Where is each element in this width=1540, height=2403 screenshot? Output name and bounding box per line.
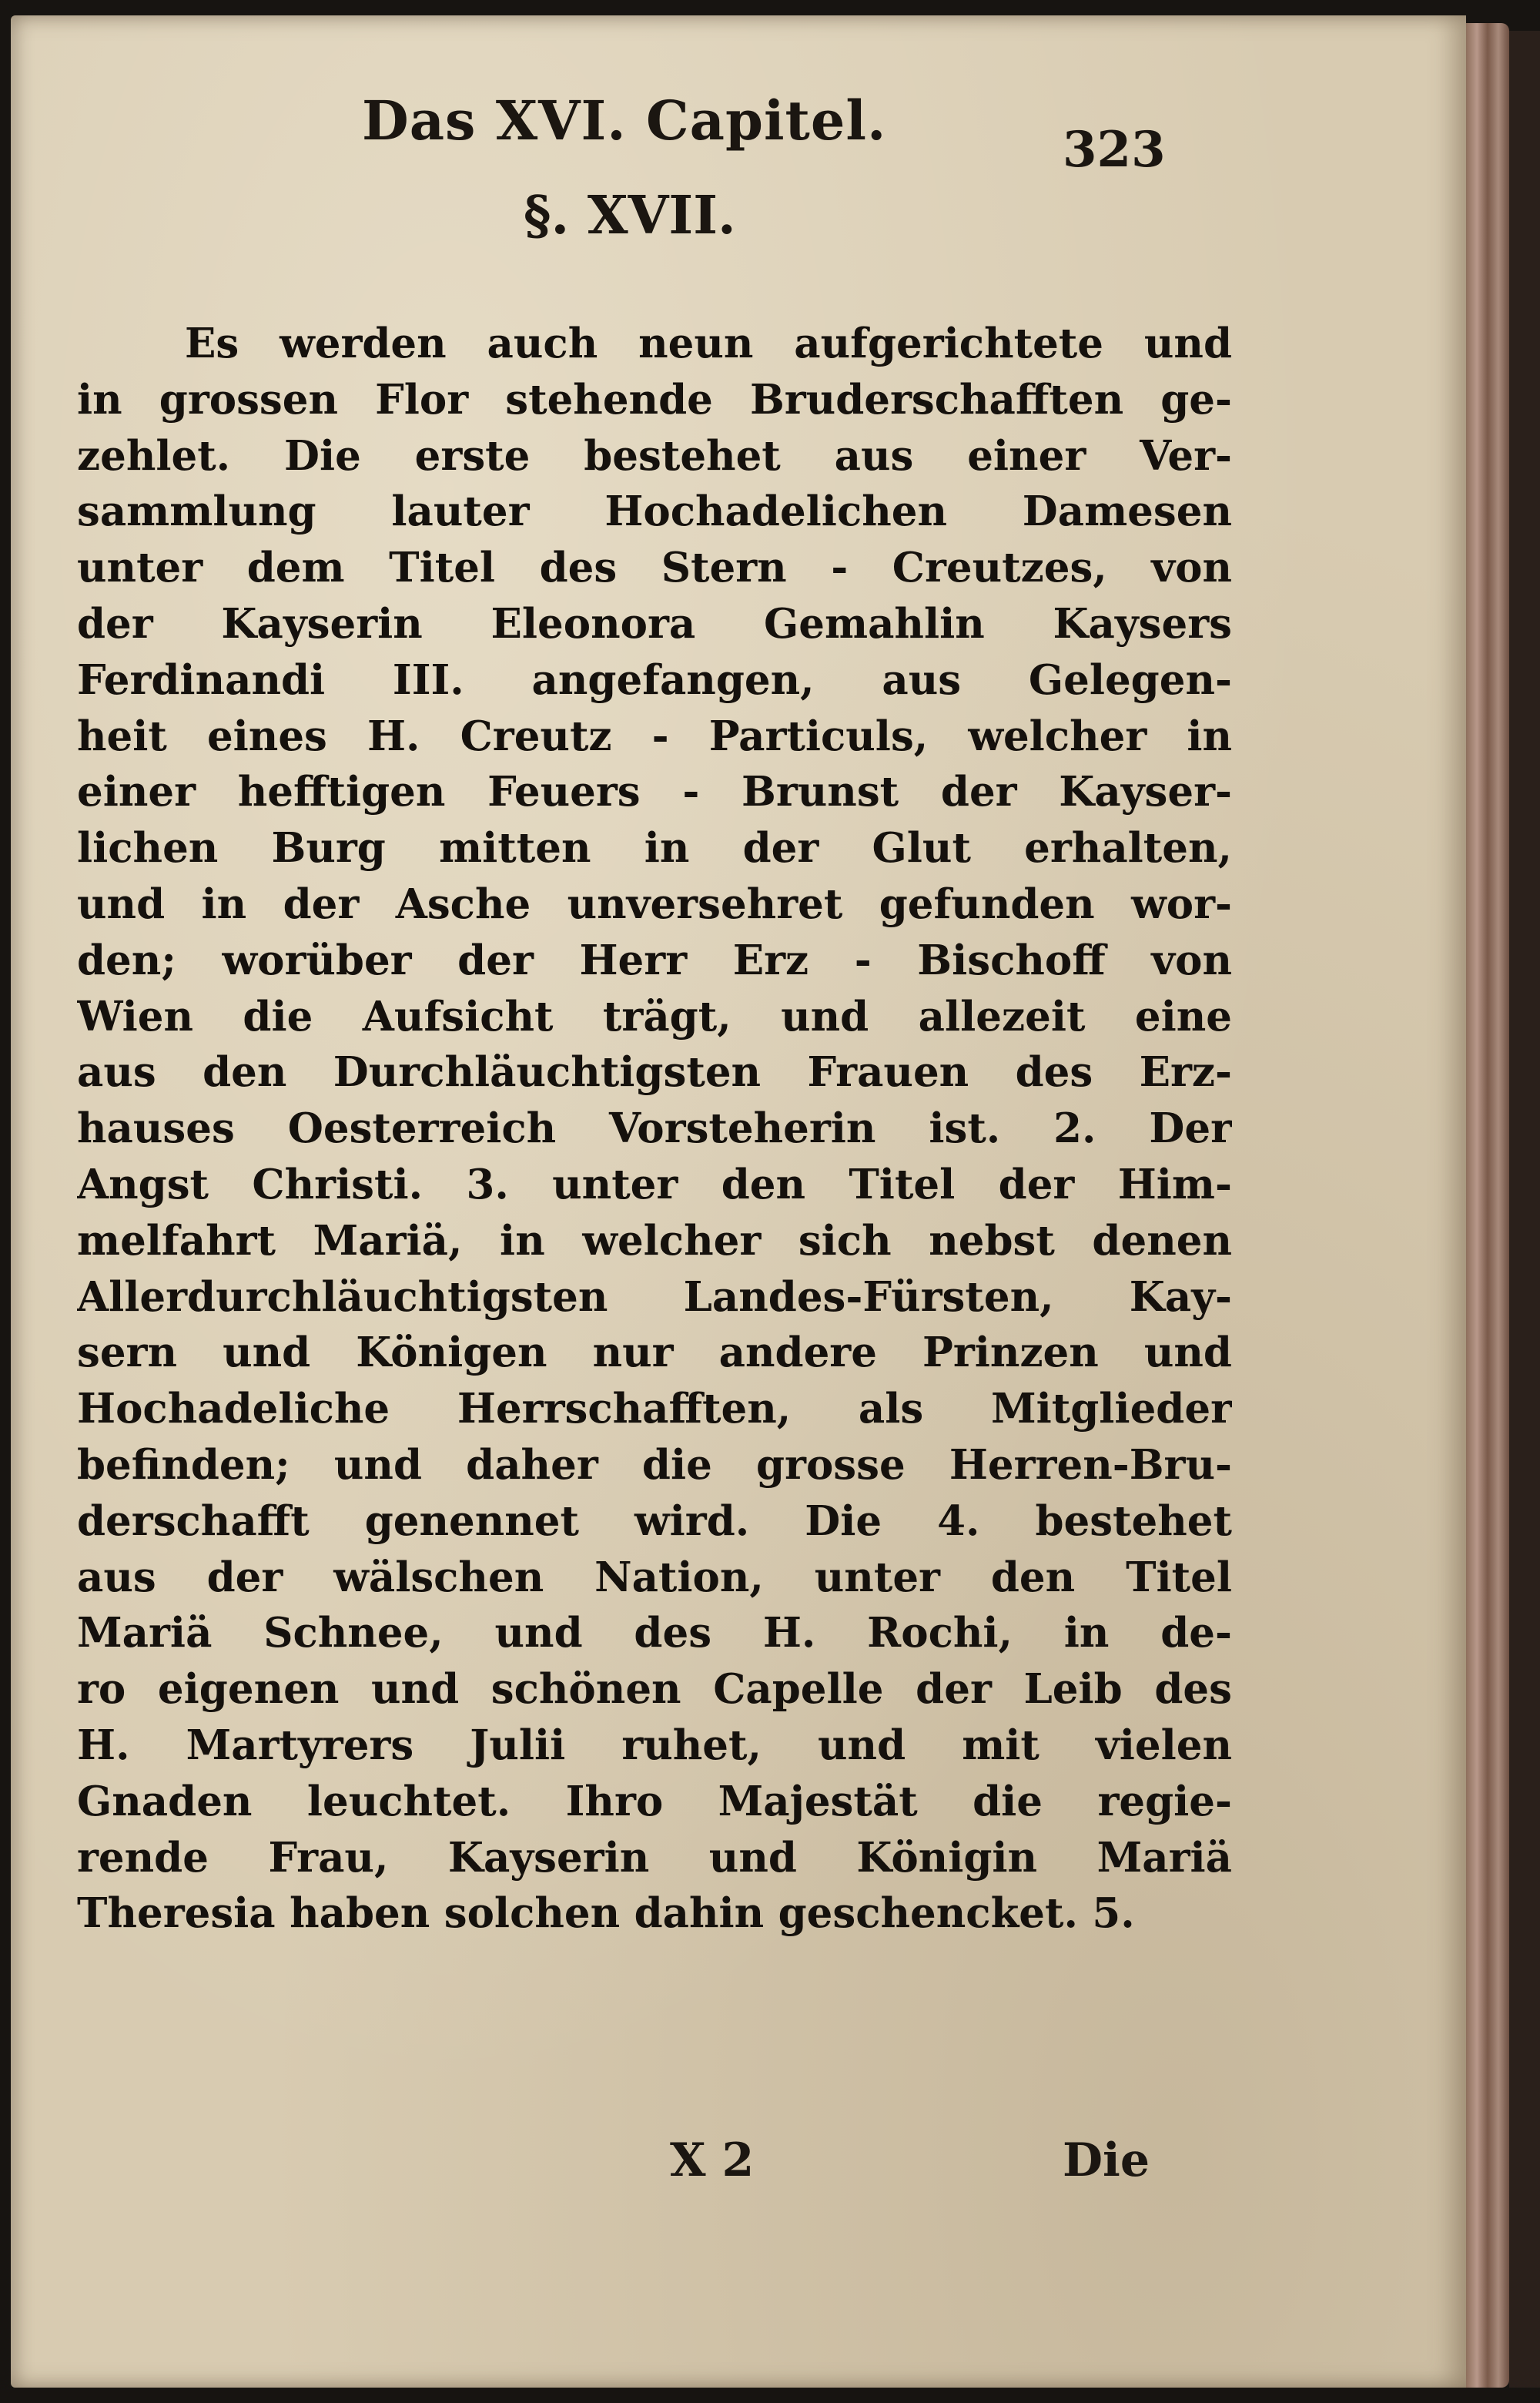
- text-line: Es werden auch neun aufgerichtete und: [185, 320, 1232, 367]
- text-line: heit eines H. Creutz - Particuls, welcher in: [77, 712, 1232, 760]
- text-line: Mariä Schnee, und des H. Rochi, in de-: [77, 1609, 1232, 1657]
- page-header: [77, 89, 1232, 181]
- text-line: und in der Asche unversehret gefunden wor-: [77, 880, 1232, 928]
- text-line: aus der wälschen Nation, unter den Titel: [77, 1553, 1232, 1601]
- text-line: rende Frau, Kayserin und Königin Mariä: [77, 1833, 1232, 1882]
- text-line: ro eigenen und schönen Capelle der Leib des: [77, 1665, 1232, 1714]
- text-line: Allerdurchläuchtigsten Landes-Fürsten, Kay-: [77, 1272, 1232, 1321]
- signature-mark: X 2: [670, 2133, 755, 2187]
- text-line: derschafft genennet wird. Die 4. bestehet: [77, 1496, 1232, 1545]
- text-line: befinden; und daher die grosse Herren-Bru-: [77, 1440, 1232, 1489]
- text-line: Ferdinandi III. angefangen, aus Gelegen-: [77, 655, 1232, 704]
- text-line: der Kayserin Eleonora Gemahlin Kaysers: [77, 599, 1232, 648]
- text-line: Hochadeliche Herrschafften, als Mitglieder: [77, 1385, 1232, 1433]
- text-line: zehlet. Die erste bestehet aus einer Ver-: [77, 431, 1232, 480]
- text-line: melfahrt Mariä, in welcher sich nebst denen: [77, 1216, 1232, 1265]
- body-text: [77, 316, 1232, 1942]
- text-line: Angst Christi. 3. unter den Titel der Him-: [77, 1160, 1232, 1208]
- page-stack-edge: [1466, 23, 1509, 2388]
- text-line: sern und Königen nur andere Prinzen und: [77, 1329, 1232, 1377]
- text-line: hauses Oesterreich Vorsteherin ist. 2. Der: [77, 1104, 1232, 1153]
- text-line: Wien die Aufsicht trägt, und allezeit eine: [77, 992, 1232, 1041]
- text-line: H. Martyrers Julii ruhet, und mit vielen: [77, 1721, 1232, 1769]
- catchword: Die: [1063, 2133, 1150, 2187]
- text-line: in grossen Flor stehende Bruderschafften ge-: [77, 375, 1232, 424]
- text-line: Gnaden leuchtet. Ihro Majestät die regie-: [77, 1777, 1232, 1825]
- text-line: den; worüber der Herr Erz - Bischoff von: [77, 936, 1232, 984]
- text-line: lichen Burg mitten in der Glut erhalten,: [77, 824, 1232, 873]
- section-heading: §. XVII.: [524, 185, 736, 246]
- book-edge-shadow: [1509, 31, 1540, 2388]
- running-title: Das XVI. Capitel.: [362, 89, 887, 152]
- text-line: sammlung lauter Hochadelichen Damesen: [77, 488, 1232, 536]
- text-line: unter dem Titel des Stern - Creutzes, von: [77, 544, 1232, 592]
- text-line: einer hefftigen Feuers - Brunst der Kayser-: [77, 768, 1232, 816]
- page-footer: [77, 2133, 1232, 2210]
- page-number: 323: [1063, 121, 1166, 179]
- text-line: aus den Durchläuchtigsten Frauen des Erz-: [77, 1048, 1232, 1097]
- text-line: Theresia haben solchen dahin geschencket. 5.: [77, 1889, 1135, 1938]
